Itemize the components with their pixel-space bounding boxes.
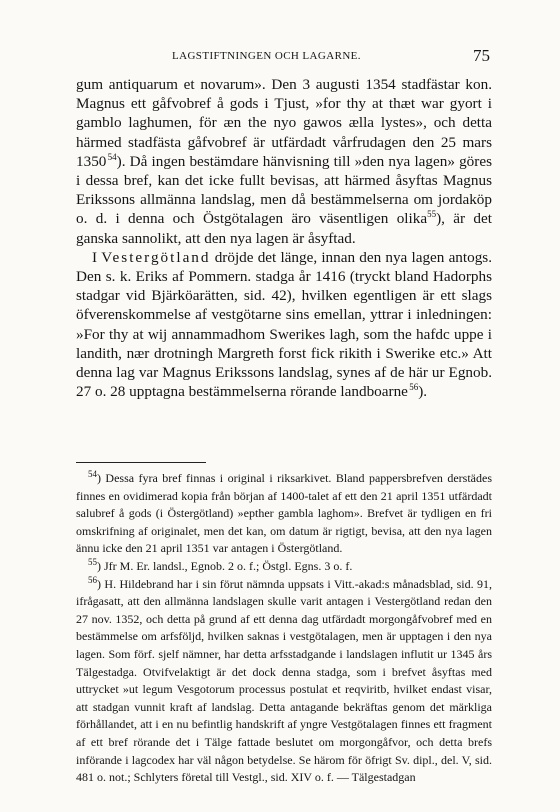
footnote-text: ) Dessa fyra bref finnas i original i riksarkivet. Bland pappersbrefven derstädes finnes en ovidimerad kopia från början af 1400-talet af ett den 21 april 1351 utfärdadt salubref å gods (i Östergötland) »epther gambla laghom». Brefvet är tydligen en fri omskrifning af originalet, men det kan, om datum är rigtigt, bevisa, att den nya lagen ännu icke den 21 april 1351 var antagen i Östergötland.: [76, 471, 492, 556]
running-header: [76, 46, 490, 66]
footnote-55: [76, 558, 492, 576]
footnote-text: ) H. Hildebrand har i sin förut nämnda uppsats i Vitt.-akad:s månadsblad, sid. 91, ifrågasatt, att den allmänna landslagen skulle varit antagen i Vestergötland redan den 27 nov. 1352, och detta på grund af ett denna dag utfärdadt morgongåfvobref med en bestämmelse om arfsföljd, hvilken saknas i vestgötalagen, men är upptagen i den nya lagen. Som förf. sjelf nämner, har detta arfsstadgande i landslagen influtit ur 1345 års Tälgestadga. Otvifvelaktigt är det dock denna stadga, som i brefvet åsyftas med uttrycket »ut legum Vesgotorum processus postulat et reqviritb, hvilket endast visar, att stadgan vunnit kraft af landslag. Detta antagande bekräftas genom det märkliga förhållandet, att i en nu befintlig handskrift af yngre Vestgötalagen finnes ett fragment af ett bref rörande det i Tälge fattade beslutet om morgongåfvor, och detta brefs införande i lagcodex har väl någon betydelse. Se härom för öfrigt Sv. dipl., del. V, sid. 481 o. not.; Schlyters företal till Vestgl., sid. XIV o. f. — Tälgestadgan: [76, 576, 492, 785]
footnote-54: [76, 470, 492, 558]
footnote-marker: 55: [88, 556, 97, 567]
footnote-56: [76, 576, 492, 787]
footnotes: [76, 470, 492, 787]
footnote-ref-55: 55: [427, 209, 437, 220]
footnote-text: ) Jfr M. Er. landsl., Egnob. 2 o. f.; Östgl. Egns. 3 o. f.: [97, 558, 353, 573]
footnote-marker: 56: [88, 574, 97, 585]
region-name: Vestergötland: [101, 248, 211, 266]
paragraph-2: [76, 248, 492, 402]
running-title: LAGSTIFTNINGEN OCH LAGARNE.: [172, 50, 361, 62]
footnote-ref-54: 54: [107, 151, 117, 162]
p2-end: ).: [418, 383, 428, 401]
p1-text-3: ), är det ganska sannolikt, att den nya lagen är åsyftad.: [76, 210, 492, 247]
main-text: [76, 75, 492, 401]
p2-lead: I: [92, 248, 98, 266]
p1-text-2: ). Då ingen bestämdare hänvisning till »den nya lagen» göres i dessa bref, kan det icke fullt bevisas, att härmed åsyftas Magnus Erikssons allmänna landslag, men då bestämmelserna om jordaköp o. d. i denna och Östgötalagen äro väsentligen olika: [76, 152, 492, 228]
footnote-divider: [76, 462, 206, 463]
p2-text: dröjde det länge, innan den nya lagen antogs. Den s. k. Eriks af Pommern. stadga år 1416 (tryckt bland Hadorphs stadgar vid Bjärköarätten, sid. 42), hvilken egentligen är ett slags öfverenskommelse af vestgötarne sins emellan, yttrar i inledningen: »For thy at wij annammadhom Swerikes lagh, som the hafdc uppe i landith, nær drotningh Margreth forst fick rikith i Swerike etc.» Att denna lag var Magnus Erikssons landslag, synes af de här ur Egnob. 27 o. 28 upptagna bestämmelserna rörande landboarne: [76, 248, 493, 401]
footnote-ref-56: 56: [409, 382, 419, 393]
paragraph-1: [76, 75, 492, 248]
footnote-marker: 54: [88, 469, 97, 479]
p1-text: gum antiquarum et novarum». Den 3 augusti 1354 stadfästar kon. Magnus ett gåfvobref å gods i Tjust, »for thy at thæt war gyort i gamblo laghumen, för æn the nyo gawos ælla lystes», och detta härmed stadfästa gåfvobref är utfärdadt vårfrudagen den 25 mars 1350: [76, 76, 492, 170]
page-number: 75: [473, 46, 490, 65]
